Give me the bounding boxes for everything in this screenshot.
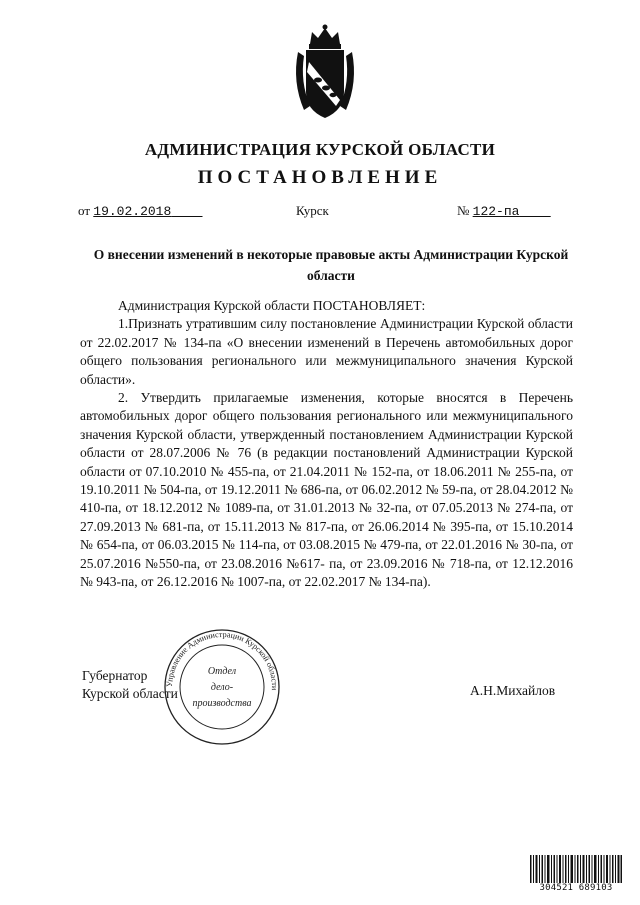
signatory-name: А.Н.Михайлов bbox=[470, 683, 556, 698]
body-paragraph: 2. Утвердить прилагаемые изменения, которые вносятся в Перечень автомобильных дорог общего пользования регионального или межмуниципального значения Курской области, утвержденный постановлением Администрации Курской области от 28.07.2006 № 76 (в редакции постановлений Администрации Курской области от 07.10.2010 № 455-па, от 21.04.2011 № 152-па, от 18.06.2011 № 255-па, от 19.10.2011 № 504-па, от 19.12.2011 № 686-па, от 06.02.2012 № 59-па, от 28.04.2012 № 410-па, от 18.12.2012 № 1089-па, от 31.01.2013 № 32-па, от 07.05.2013 № 274-па, от 27.09.2013 № 681-па, от 15.11.2013 № 817-па, от 26.06.2014 № 395-па, от 15.10.2014 № 654-па, от 06.03.2015 № 114-па, от 03.08.2015 № 479-па, от 22.01.2016 № 30-па, от 25.07.2016 №550-па, от 23.08.2016 №617- па, от 23.09.2016 № 718-па, от 12.12.2016 № 943-па, от 26.12.2016 № 1007-па, от 22.02.2017 № 134-па). bbox=[80, 390, 573, 590]
barcode-number: 304521 689103 bbox=[530, 883, 622, 893]
stamp-center-line: дело- bbox=[210, 682, 234, 693]
number-prefix: № bbox=[457, 203, 470, 218]
document-subject: О внесении изменений в некоторые правовые акты Администрации Курской области bbox=[93, 247, 569, 283]
document-number bbox=[457, 203, 551, 219]
stamp-ring-text: Управление Администрации Курской области bbox=[164, 629, 280, 691]
kursk-coat-of-arms-icon bbox=[290, 22, 360, 122]
date-prefix: от bbox=[78, 203, 91, 218]
organization-title: АДМИНИСТРАЦИЯ КУРСКОЙ ОБЛАСТИ bbox=[144, 140, 496, 159]
stamp-center-line: производства bbox=[192, 698, 252, 709]
signatory-title-line: Курской области bbox=[82, 686, 178, 701]
office-stamp bbox=[162, 628, 282, 746]
signatory-title-line: Губернатор bbox=[82, 668, 148, 683]
body-paragraph: Администрация Курской области ПОСТАНОВЛЯЕТ: bbox=[118, 298, 426, 313]
signatory-title bbox=[82, 667, 178, 703]
date-value: 19.02.2018 bbox=[93, 204, 172, 219]
body-paragraph: 1.Признать утратившим силу постановление Администрации Курской области от 22.02.2017 № 134-па «О внесении изменений в Перечень автомобильных дорог общего пользования регионального или межмуниципального значения Курской области». bbox=[80, 316, 573, 387]
document-date bbox=[78, 203, 203, 219]
stamp-center-line: Отдел bbox=[207, 666, 237, 677]
document-body bbox=[80, 297, 573, 592]
number-value: 122-па bbox=[472, 204, 520, 219]
document-type: ПОСТАНОВЛЕНИЕ bbox=[197, 167, 443, 188]
document-city: Курск bbox=[296, 203, 329, 218]
